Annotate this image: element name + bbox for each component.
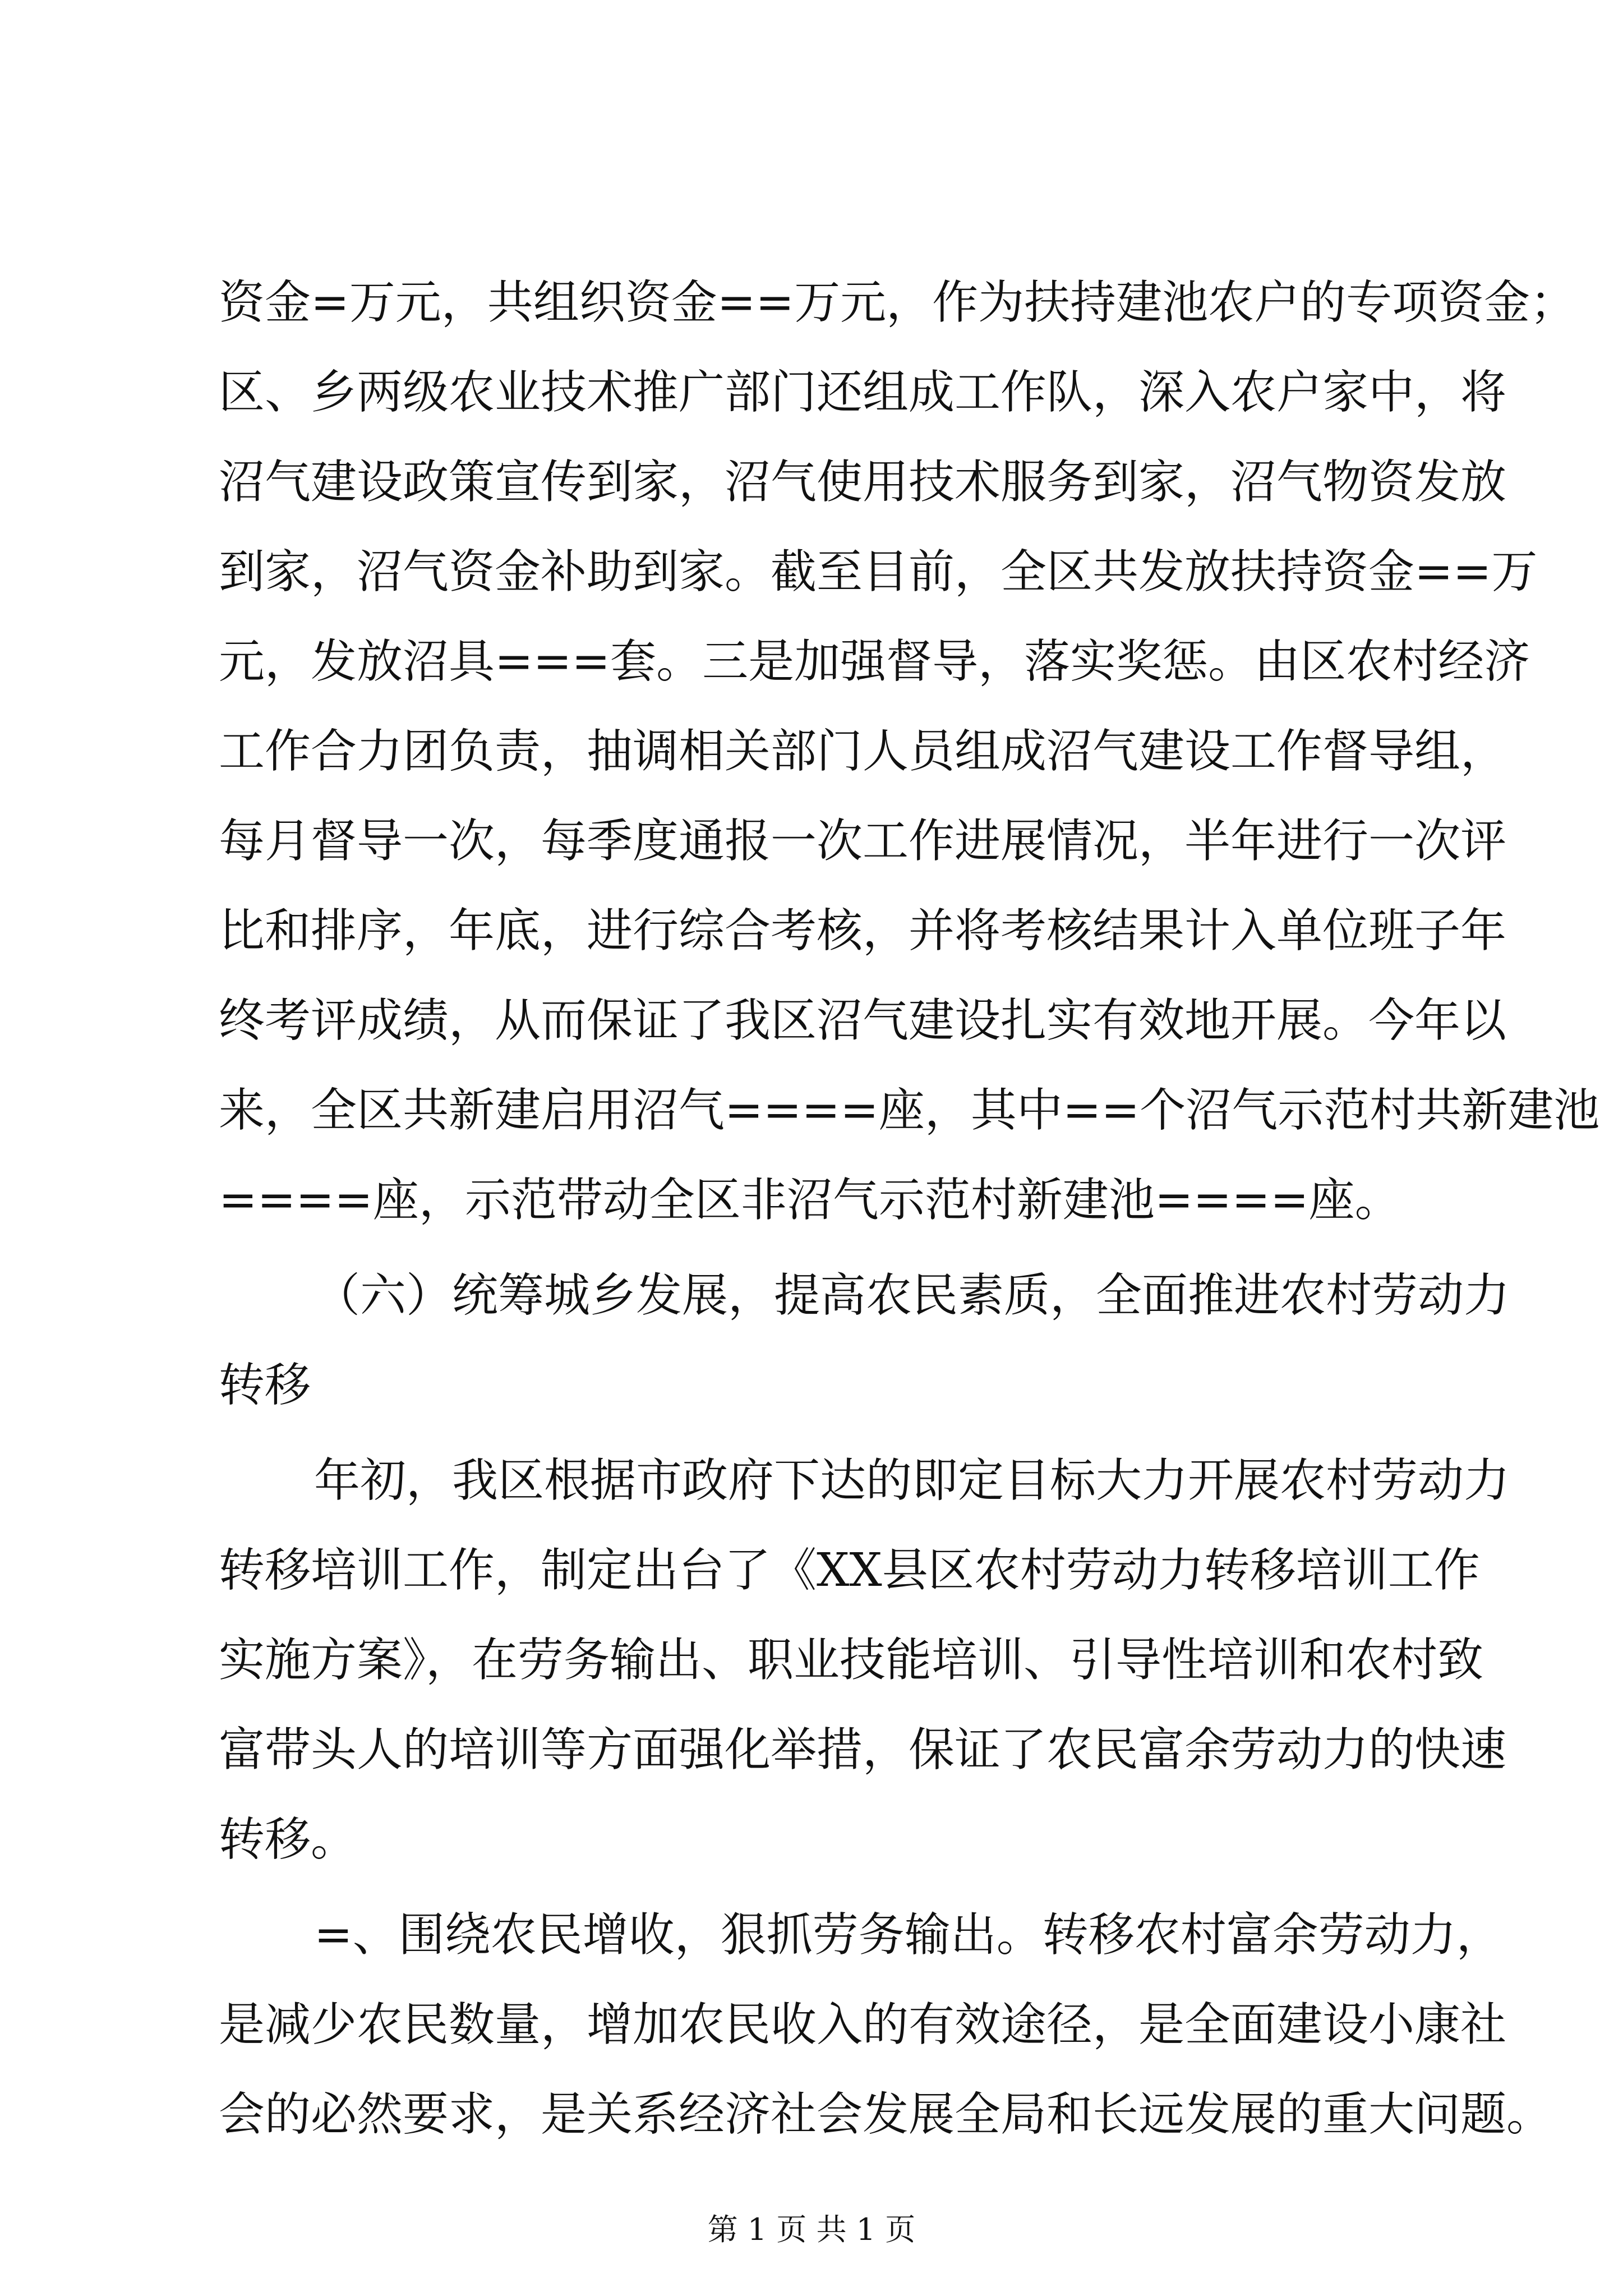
body-text-line: 到家，沼气资金补助到家。截至目前，全区共发放扶持资金==万 [219,545,1538,599]
body-text-line: 实施方案》，在劳务输出、职业技能培训、引导性培训和农村致 [219,1634,1484,1687]
body-text-line: ====座，示范带动全区非沼气示范村新建池====座。 [219,1174,1401,1227]
body-text-line: 沼气建设政策宣传到家，沼气使用技术服务到家，沼气物资发放 [219,455,1507,509]
body-text-line: 转移培训工作，制定出台了《XX县区农村劳动力转移培训工作 [219,1544,1480,1597]
body-text-line: 元，发放沼具===套。三是加强督导，落实奖惩。由区农村经济 [219,635,1530,688]
body-text-line: 是减少农民数量，增加农民收入的有效途径，是全面建设小康社 [219,1998,1507,2051]
body-text-line: 终考评成绩，从而保证了我区沼气建设扎实有效地开展。今年以 [219,994,1507,1047]
body-text-line: 工作合力团负责，抽调相关部门人员组成沼气建设工作督导组， [219,725,1507,778]
body-text-line: 来，全区共新建启用沼气====座，其中==个沼气示范村共新建池 [219,1084,1600,1137]
body-text-line: 富带头人的培训等方面强化举措，保证了农民富余劳动力的快速 [219,1723,1507,1777]
body-text-line: 年初，我区根据市政府下达的即定目标大力开展农村劳动力 [314,1454,1510,1507]
body-text-line: 转移。 [219,1813,357,1866]
section-heading-line: （六）统筹城乡发展，提高农民素质，全面推进农村劳动力 [314,1269,1510,1322]
body-text-line: 每月督导一次，每季度通报一次工作进展情况，半年进行一次评 [219,815,1507,868]
body-text-line: 会的必然要求，是关系经济社会发展全局和长远发展的重大问题。 [219,2088,1553,2141]
body-text-line: 比和排序，年底，进行综合考核，并将考核结果计入单位班子年 [219,904,1507,958]
body-text-line: 区、乡两级农业技术推广部门还组成工作队，深入农户家中，将 [219,366,1507,419]
section-heading-line: 转移 [219,1359,311,1412]
page-footer: 第 1 页 共 1 页 [707,2212,916,2247]
body-text-line: 资金=万元，共组织资金==万元，作为扶持建池农户的专项资金； [219,276,1576,329]
body-text-line: =、围绕农民增收，狠抓劳务输出。转移农村富余劳动力， [314,1908,1502,1962]
